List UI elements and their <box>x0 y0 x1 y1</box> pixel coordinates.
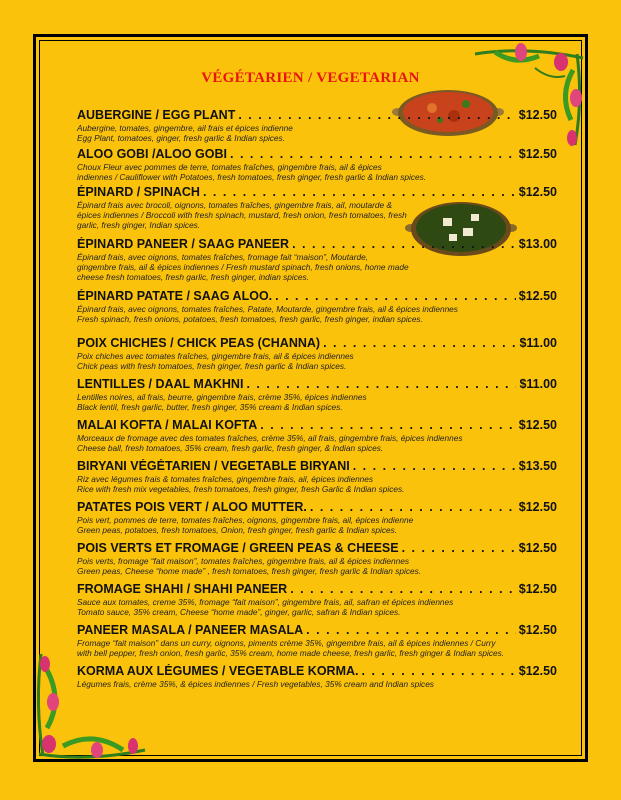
item-name: PANEER MASALA / PANEER MASALA <box>77 623 304 637</box>
item-name: LENTILLES / DAAL MAKHNI <box>77 377 244 391</box>
item-description <box>77 474 557 494</box>
desc-en: Chick peas with fresh tomatoes, fresh ginger, fresh garlic & Indian spices. <box>77 361 347 371</box>
menu-item-vegetable-korma <box>77 664 557 689</box>
menu-item-spinach <box>77 185 557 230</box>
desc-fr: Épinard frais avec brocoli, oignons, tomates fraîches, gingembre frais, ail, moutarde & <box>77 200 392 210</box>
leader-dots <box>246 377 516 391</box>
desc-en: indiennes / Cauliflower with Potatoes, fresh tomatoes, fresh ginger, fresh garlic & Indian spices. <box>77 172 427 182</box>
desc-fr: Légumes frais, crème 35%, & épices indiennes / Fresh vegetables, 35% cream and Indian spices <box>77 679 434 689</box>
desc-fr: Sauce aux tomates, creme 35%, fromage “fait maison”, gingembre frais, ail, safran et épices indiennes <box>77 597 454 607</box>
item-name: POIS VERTS ET FROMAGE / GREEN PEAS & CHEESE <box>77 541 399 555</box>
item-description <box>77 351 557 371</box>
item-price: $12.50 <box>518 418 557 432</box>
desc-fr: Poix chiches avec tomates fraîches, gingembre frais, ail & épices indiennes <box>77 351 354 361</box>
desc-en: with bell pepper, fresh onion, fresh garlic, 35% cream, home made cheese, fresh garlic, fresh ginger & Indian spices. <box>77 648 505 658</box>
desc-en: Tomato sauce, 35% cream, Cheese “home made”, ginger, garlic, safran & Indian spices. <box>77 607 401 617</box>
desc-en: Fresh spinach, fresh onions, potatoes, fresh tomatoes, fresh garlic, fresh ginger, indian spices. <box>77 314 423 324</box>
menu-item-malai-kofta <box>77 418 557 453</box>
page-title: VÉGÉTARIEN / VEGETARIAN <box>201 70 420 86</box>
item-price: $11.00 <box>519 377 557 391</box>
item-name: FROMAGE SHAHI / SHAHI PANEER <box>77 582 288 596</box>
desc-en: Rice with fresh mix vegetables, fresh tomatoes, fresh ginger, fresh Garlic & Indian spices. <box>77 484 405 494</box>
item-price: $12.50 <box>518 582 557 596</box>
menu-list <box>77 108 557 694</box>
menu-item-green-peas-cheese <box>77 541 557 576</box>
leader-dots <box>310 500 516 514</box>
item-name: BIRYANI VÉGÉTARIEN / VEGETABLE BIRYANI <box>77 459 350 473</box>
item-description <box>77 638 557 658</box>
item-description <box>77 597 557 617</box>
leader-dots <box>353 459 516 473</box>
desc-en: Green peas, Cheese “home made” , fresh tomatoes, fresh ginger, fresh garlic & Indian spices. <box>77 566 422 576</box>
item-price: $11.00 <box>519 336 557 350</box>
leader-dots <box>292 237 516 251</box>
item-name: PATATES POIS VERT / ALOO MUTTER. <box>77 500 307 514</box>
leader-dots <box>203 185 516 199</box>
item-name: ÉPINARD PANEER / SAAG PANEER <box>77 237 290 251</box>
item-price: $12.50 <box>518 623 557 637</box>
desc-fr: Pois vert, pommes de terre, tomates fraîches, oignons, gingembre frais, ail, épices indienne <box>77 515 414 525</box>
item-price: $13.00 <box>518 237 557 251</box>
leader-dots <box>323 336 516 350</box>
item-name: KORMA AUX LÉGUMES / VEGETABLE KORMA. <box>77 664 359 678</box>
desc-en: Black lentil, fresh garlic, butter, fresh ginger, 35% cream & Indian spices. <box>77 402 343 412</box>
item-description <box>77 515 557 535</box>
item-description <box>77 556 557 576</box>
item-price: $12.50 <box>518 108 557 122</box>
item-name: POIX CHICHES / CHICK PEAS (CHANNA) <box>77 336 321 350</box>
desc-fr: Aubergine, tomates, gingembre, ail frais et épices indienne <box>77 123 293 133</box>
leader-dots <box>290 582 516 596</box>
item-price: $12.50 <box>518 541 557 555</box>
desc-en: Egg Plant, tomatoes, ginger, fresh garlic & Indian spices. <box>77 133 285 143</box>
desc-en: Cheese ball, fresh tomatoes, 35% cream, fresh garlic, fresh ginger, & Indian spices. <box>77 443 384 453</box>
item-price: $12.50 <box>518 664 557 678</box>
menu-item-shahi-paneer <box>77 582 557 617</box>
menu-item-aloo-mutter <box>77 500 557 535</box>
item-description <box>77 433 557 453</box>
menu-item-saag-aloo <box>77 289 557 324</box>
item-description <box>77 304 557 324</box>
desc-fr: Morceaux de fromage avec des tomates fraîches, crème 35%, ail frais, gingembre frais, épices indiennes <box>77 433 463 443</box>
leader-dots <box>306 623 516 637</box>
leader-dots <box>402 541 516 555</box>
item-name: ÉPINARD / SPINACH <box>77 185 200 199</box>
item-name: AUBERGINE / EGG PLANT <box>77 108 236 122</box>
menu-item-vegetable-biryani <box>77 459 557 494</box>
menu-item-daal-makhni <box>77 377 557 412</box>
desc-fr: Épinard frais, avec oignons, tomates fraîches, Patate, Moutarde, gingembre frais, ail & épices indiennes <box>77 304 458 314</box>
item-price: $12.50 <box>518 185 557 199</box>
item-name: ALOO GOBI /ALOO GOBI <box>77 147 227 161</box>
item-description <box>77 123 557 143</box>
item-name: ÉPINARD PATATE / SAAG ALOO. <box>77 289 273 303</box>
item-description <box>77 200 407 230</box>
item-price: $13.50 <box>518 459 557 473</box>
item-description <box>77 162 427 182</box>
menu-item-aubergine <box>77 108 557 143</box>
item-description <box>77 392 557 412</box>
desc-fr: Fromage “fait maison” dans un curry, oignons, piments crème 35%, gingembre frais, ail & épices indiennes / Curry <box>77 638 496 648</box>
menu-item-chick-peas <box>77 336 557 371</box>
desc-fr: Épinard frais, avec oignons, tomates fraîches, fromage fait “maison”, Moutarde, <box>77 252 368 262</box>
leader-dots <box>238 108 515 122</box>
desc-en: gingembre frais, ail & épices indiennes / Fresh mustard spinach, fresh onions, home made cheese fresh tomatoes, fresh garlic, fresh ginger, indian spices. <box>77 262 409 282</box>
menu-item-paneer-masala <box>77 623 557 658</box>
item-description <box>77 252 422 282</box>
leader-dots <box>230 147 516 161</box>
leader-dots <box>362 664 516 678</box>
desc-fr: Pois verts, fromage “fait maison”, tomates fraîches, gingembre frais, ail & épices indiennes <box>77 556 410 566</box>
desc-fr: Riz avec légumes frais & tomates fraîches, gingembre frais, ail, épices indiennes <box>77 474 374 484</box>
leader-dots <box>260 418 515 432</box>
desc-en: épices indiennes / Broccoli with fresh spinach, mustard, fresh onion, fresh tomatoes, fresh garlic, fresh ginger, Indian spices. <box>77 210 407 230</box>
item-price: $12.50 <box>518 289 557 303</box>
item-description <box>77 679 557 689</box>
desc-en: Green peas, potatoes, fresh tomatoes, Onion, fresh ginger, fresh garlic & Indian spices. <box>77 525 398 535</box>
item-name: MALAI KOFTA / MALAI KOFTA <box>77 418 258 432</box>
menu-item-saag-paneer <box>77 237 557 282</box>
leader-dots <box>275 289 516 303</box>
item-price: $12.50 <box>518 500 557 514</box>
desc-fr: Choux Fleur avec pommes de terre, tomates fraîches, gingembre frais, ail & épices <box>77 162 382 172</box>
desc-fr: Lentilles noires, ail frais, beurre, gingembre frais, crème 35%, épices indiennes <box>77 392 367 402</box>
menu-item-aloo-gobi <box>77 147 557 182</box>
item-price: $12.50 <box>518 147 557 161</box>
